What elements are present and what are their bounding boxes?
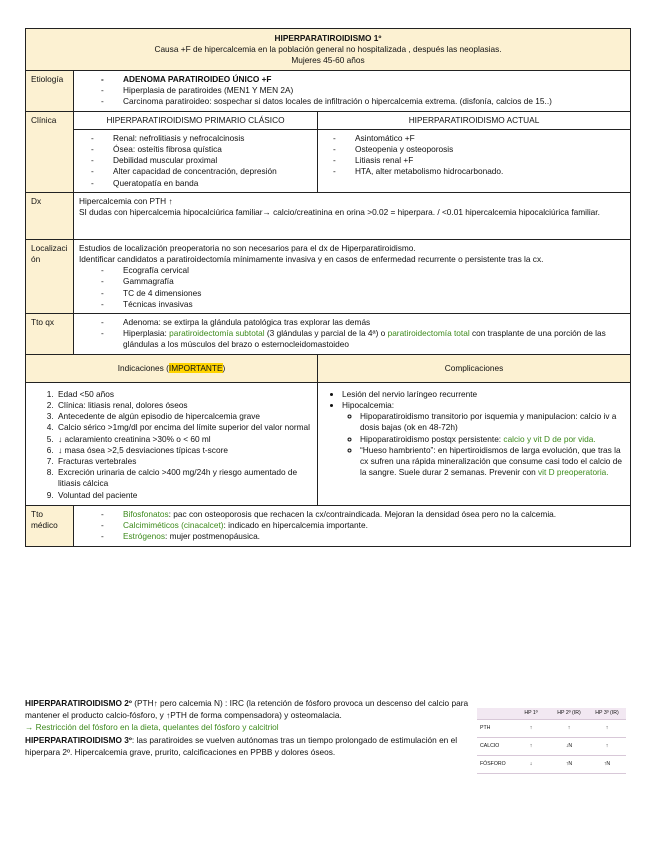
table-cell xyxy=(477,708,512,720)
complicaciones-text: Hipoparatiroidismo postqx persistente: xyxy=(360,433,504,444)
dx-label: Dx xyxy=(26,192,74,239)
header-row xyxy=(26,29,631,71)
complicaciones-green: vit D preoperatoria. xyxy=(538,467,609,478)
table-row xyxy=(477,738,626,756)
etiologia-content xyxy=(74,71,631,112)
list-item: - Adenoma: se extirpa la glándula patológica tras explorar las demás xyxy=(101,317,625,328)
list-item: 4. Calcio sérico >1mg/dl por encima del límite superior del valor normal xyxy=(56,422,313,433)
table-cell: ↓N xyxy=(550,738,588,756)
ttoqx-text: (3 glándulas y parcial de la 4ª) o xyxy=(264,328,388,339)
clinica-label: Clínica xyxy=(26,111,74,192)
footer-text: : las paratiroides se vuelven autónomas tras un tiempo prolongado de estimulación en el hiperpara 2º. Hipercalcemia grave, prurito, calcificaciones en PPBB y dolores óseos. xyxy=(25,734,458,757)
ttoqx-label: Tto qx xyxy=(26,314,74,355)
header-cell xyxy=(26,29,631,71)
list-item xyxy=(101,509,625,520)
ttoqx-text: Hiperplasia: xyxy=(123,328,170,339)
list-item: ◦ Hipoparatiroidismo transitorio por isquemia y manipulacion: calcio iv a dosis bajas (ok en 48-72h) xyxy=(360,411,626,433)
table-cell: PTH xyxy=(477,720,512,738)
ttoqx-content xyxy=(74,314,631,355)
indicaciones-body-row xyxy=(26,382,631,505)
indicaciones-title-text: ) xyxy=(222,362,226,373)
table-row xyxy=(477,720,626,738)
list-item xyxy=(360,445,626,479)
dx-row xyxy=(26,192,631,239)
ttomedico-green: Bifosfonatos xyxy=(123,508,169,519)
footer-notes xyxy=(25,697,473,758)
dx-content xyxy=(74,192,631,239)
ttomedico-content xyxy=(74,505,631,546)
list-item: 1. Edad <50 años xyxy=(56,389,313,400)
footer-text: (PTH↑ pero calcemia N) : IRC (la retención de fósforo provoca un descenso del calcio para mantener el producto calcio-fósforo, y ↑PTH de forma compensadora) y osteomalacia. xyxy=(25,698,469,721)
list-item: - Ecografía cervical xyxy=(101,265,625,276)
ttomedico-green: Calcimiméticos (cinacalcet) xyxy=(123,520,224,531)
list-item: 3. Antecedente de algún episodio de hipercalcemia grave xyxy=(56,411,313,422)
hiperparatiroidismo-table xyxy=(25,28,631,547)
localizacion-label: Localización xyxy=(26,239,74,313)
clinica-col2 xyxy=(318,129,631,192)
table-cell: ↑N xyxy=(550,756,588,774)
list-item: • Lesión del nervio laríngeo recurrente xyxy=(342,389,626,400)
indicaciones-head-row xyxy=(26,354,631,382)
complicaciones-title: Complicaciones xyxy=(318,354,631,382)
footer-para-2 xyxy=(25,734,473,758)
ttomedico-text: : indicado en hipercalcemia importante. xyxy=(223,520,368,531)
footer-bold: HIPERPARATIROIDISMO 2º xyxy=(25,698,132,708)
ttomedico-row xyxy=(26,505,631,546)
list-item: - Alter capacidad de concentración, depresión xyxy=(91,166,312,177)
list-item: - Carcinoma paratiroideo: sospechar si datos locales de infiltración o hipercalcemia extrema. (disfonía, calcios de 15..) xyxy=(101,96,625,107)
list-item xyxy=(360,434,626,445)
ttoqx-row xyxy=(26,314,631,355)
etiologia-row xyxy=(26,71,631,112)
list-item: - Hiperplasia de paratiroides (MEN1 Y MEN 2A) xyxy=(101,85,625,96)
header-line3: Mujeres 45-60 años xyxy=(291,55,365,65)
localizacion-content xyxy=(74,239,631,313)
list-item: - Técnicas invasivas xyxy=(101,299,625,310)
complicaciones-list xyxy=(318,382,631,505)
comparison-mini-table xyxy=(477,708,626,774)
footer-bold: HIPERPARATIROIDISMO 3º xyxy=(25,734,132,745)
table-row xyxy=(477,756,626,774)
clinica-col1 xyxy=(74,129,318,192)
table-cell: FÓSFORO xyxy=(477,756,512,774)
table-cell: ↑ xyxy=(588,720,626,738)
table-cell: ↑N xyxy=(588,756,626,774)
list-item: 5. ↓ aclaramiento creatinina >30% o < 60 ml xyxy=(56,434,313,445)
list-item: - Ósea: osteítis fibrosa quística xyxy=(91,144,312,155)
importante-highlight: IMPORTANTE xyxy=(168,362,223,373)
list-item xyxy=(342,400,626,478)
list-item: - ADENOMA PARATIROIDEO ÚNICO +F xyxy=(101,74,625,85)
ttoqx-green: paratiroidectomía total xyxy=(387,328,470,339)
table-cell: ↑ xyxy=(512,720,550,738)
ttomedico-green: Estrógenos xyxy=(123,531,165,542)
list-item: - Queratopatía en banda xyxy=(91,178,312,189)
table-row xyxy=(477,708,626,720)
list-item: 8. Excreción urinaria de calcio >400 mg/24h y riesgo aumentado de litiasis cálcica xyxy=(56,467,313,489)
table-cell: ↑ xyxy=(550,720,588,738)
ttoqx-green: paratiroidectomía subtotal xyxy=(169,328,265,339)
list-item: - Osteopenia y osteoporosis xyxy=(333,144,625,155)
indicaciones-title-text: Indicaciones ( xyxy=(117,362,169,373)
table-cell: HP 2º (IR) xyxy=(550,708,588,720)
list-item: - Gammagrafía xyxy=(101,276,625,287)
list-item: 7. Fracturas vertebrales xyxy=(56,456,313,467)
table-cell: HP 3º (IR) xyxy=(588,708,626,720)
complicaciones-text: Hipocalcemia: xyxy=(342,400,395,411)
localizacion-row xyxy=(26,239,631,313)
complicaciones-text: “Hueso hambriento”: en hipertiroidismos de larga evolución, que tras la cx sufren una rápida mineralización que consume casi todo el calcio de la sangre. Suele durar 2 semanas. Prevenir con xyxy=(360,444,622,478)
list-item: 2. Clínica: litiasis renal, dolores óseos xyxy=(56,400,313,411)
list-item xyxy=(101,531,625,542)
list-item: - Renal: nefrolitiasis y nefrocalcinosis xyxy=(91,133,312,144)
localizacion-line2: Identificar candidatos a paratiroidectomía mínimamente invasiva y en casos de enfermedad recurrente o persistente tras la cx. xyxy=(79,254,544,265)
dx-line2: SI dudas con hipercalcemia hipocalciúrica familiar→ calcio/creatinina en orina >0.02 = hiperpara. / <0.01 hipercalcemia hipocalciúrica familiar. xyxy=(79,207,600,218)
table-cell: ↓ xyxy=(512,756,550,774)
header-line2: Causa +F de hipercalcemia en la población general no hospitalizada , después las neoplasias. xyxy=(154,44,502,54)
ttomedico-text: : mujer postmenopáusica. xyxy=(164,531,260,542)
ttoqx-text: con trasplante de una porción de las glándulas a los músculos del brazo o esternocleidomastoideo xyxy=(123,328,606,350)
list-item: - HTA, alter metabolismo hidrocarbonado. xyxy=(333,166,625,177)
clinica-head-row xyxy=(26,111,631,129)
list-item: - Debilidad muscular proximal xyxy=(91,155,312,166)
clinica-col1-title: HIPERPARATIROIDISMO PRIMARIO CLÁSICO xyxy=(74,111,318,129)
list-item: - Litiasis renal +F xyxy=(333,155,625,166)
list-item: 6. ↓ masa ósea >2,5 desviaciones típicas t-score xyxy=(56,445,313,456)
dx-line1: Hipercalcemia con PTH ↑ xyxy=(79,195,173,206)
clinica-col2-title: HIPERPARATIROIDISMO ACTUAL xyxy=(318,111,631,129)
list-item: - TC de 4 dimensiones xyxy=(101,288,625,299)
document xyxy=(25,28,630,547)
list-item: 9. Voluntad del paciente xyxy=(56,490,313,501)
doc-title: HIPERPARATIROIDISMO 1º xyxy=(274,33,382,43)
footer-para-1 xyxy=(25,697,473,721)
table-cell: ↑ xyxy=(588,738,626,756)
list-item: - Asintomático +F xyxy=(333,133,625,144)
indicaciones-list xyxy=(26,382,318,505)
table-cell: HP 1º xyxy=(512,708,550,720)
table-cell: CALCIO xyxy=(477,738,512,756)
list-item xyxy=(101,520,625,531)
localizacion-line1: Estudios de localización preoperatoria no son necesarios para el dx de Hiperparatiroidismo. xyxy=(79,242,416,253)
complicaciones-green: calcio y vit D de por vida. xyxy=(503,433,596,444)
ttomedico-label: Tto médico xyxy=(26,505,74,546)
indicaciones-title xyxy=(26,354,318,382)
etiologia-label: Etiología xyxy=(26,71,74,112)
footer-green-line: → Restricción del fósforo en la dieta, quelantes del fósforo y calcitriol xyxy=(25,722,279,733)
list-item xyxy=(101,328,625,350)
clinica-body-row xyxy=(26,129,631,192)
table-cell: ↑ xyxy=(512,738,550,756)
ttomedico-text: : pac con osteoporosis que rechacen la cx/contraindicada. Mejoran la densidad ósea pero no la calcemia. xyxy=(168,508,557,519)
